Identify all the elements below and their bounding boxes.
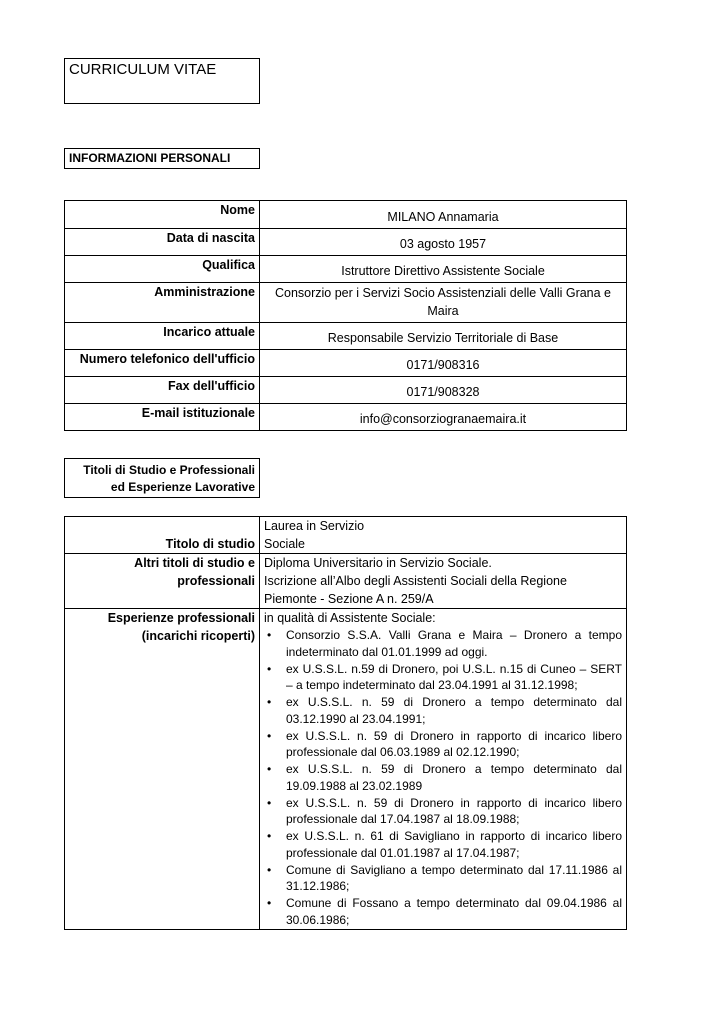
table-row xyxy=(65,256,627,283)
table-row xyxy=(65,350,627,377)
label-amministrazione: Amministrazione xyxy=(65,283,260,323)
label-nome: Nome xyxy=(65,201,260,229)
value-amministrazione: Consorzio per i Servizi Socio Assistenziali delle Valli Grana e Maira xyxy=(260,283,627,323)
document-title: CURRICULUM VITAE xyxy=(64,58,260,104)
label-fax: Fax dell'ufficio xyxy=(65,377,260,404)
value-data-nascita: 03 agosto 1957 xyxy=(260,229,627,256)
table-row xyxy=(65,323,627,350)
titolo-studio-text: Laurea in Servizio Sociale xyxy=(264,519,365,551)
table-row xyxy=(65,404,627,431)
list-item: • ex U.S.S.L. n. 59 di Dronero in rapporto di incarico libero professionale dal 06.03.1989 al 02.12.1990; xyxy=(264,728,622,761)
studies-table xyxy=(64,516,627,930)
value-titolo-studio xyxy=(260,517,627,554)
value-altri-titoli xyxy=(260,554,627,609)
list-item: • ex U.S.S.L. n.59 di Dronero, poi U.S.L. n.15 di Cuneo – SERT – a tempo indeterminato dal 23.04.1991 al 31.12.1998; xyxy=(264,661,622,694)
list-item: • ex U.S.S.L. n. 59 di Dronero a tempo determinato dal 19.09.1988 al 23.02.1989 xyxy=(264,761,622,794)
value-email: info@consorziogranaemaira.it xyxy=(260,404,627,431)
list-item: • ex U.S.S.L. n. 59 di Dronero in rapporto di incarico libero professionale dal 17.04.1987 al 18.09.1988; xyxy=(264,795,622,828)
table-row xyxy=(65,554,627,609)
altri-titoli-line1: Diploma Universitario in Servizio Sociale. xyxy=(264,556,492,570)
table-row xyxy=(65,201,627,229)
list-item: • ex U.S.S.L. n. 61 di Savigliano in rapporto di incarico libero professionale dal 01.01.1987 al 17.04.1987; xyxy=(264,828,622,861)
value-telefono: 0171/908316 xyxy=(260,350,627,377)
list-item: • Consorzio S.S.A. Valli Grana e Maira – Dronero a tempo indeterminato dal 01.01.1999 ad oggi. xyxy=(264,627,622,660)
value-incarico-attuale: Responsabile Servizio Territoriale di Base xyxy=(260,323,627,350)
label-altri-titoli: Altri titoli di studio e professionali xyxy=(65,554,260,609)
label-data-nascita: Data di nascita xyxy=(65,229,260,256)
list-item: • ex U.S.S.L. n. 59 di Dronero a tempo determinato dal 03.12.1990 al 23.04.1991; xyxy=(264,694,622,727)
table-row xyxy=(65,229,627,256)
table-row xyxy=(65,283,627,323)
esperienze-list xyxy=(264,627,622,928)
label-email: E-mail istituzionale xyxy=(65,404,260,431)
table-row xyxy=(65,377,627,404)
value-nome: MILANO Annamaria xyxy=(260,201,627,229)
personal-info-table xyxy=(64,200,627,431)
value-qualifica: Istruttore Direttivo Assistente Sociale xyxy=(260,256,627,283)
value-fax: 0171/908328 xyxy=(260,377,627,404)
label-qualifica: Qualifica xyxy=(65,256,260,283)
label-incarico-attuale: Incarico attuale xyxy=(65,323,260,350)
altri-titoli-line2: Iscrizione all’Albo degli Assistenti Sociali della Regione Piemonte - Sezione A n. 259/A xyxy=(264,574,567,606)
table-row xyxy=(65,517,627,554)
esperienze-intro: in qualità di Assistente Sociale: xyxy=(264,611,436,625)
label-telefono: Numero telefonico dell'ufficio xyxy=(65,350,260,377)
list-item: • Comune di Savigliano a tempo determinato dal 17.11.1986 al 31.12.1986; xyxy=(264,862,622,895)
section-heading-studies: Titoli di Studio e Professionali ed Esperienze Lavorative xyxy=(64,458,260,498)
label-titolo-studio: Titolo di studio xyxy=(65,517,260,554)
section-heading-personal: INFORMAZIONI PERSONALI xyxy=(64,148,260,169)
table-row xyxy=(65,609,627,930)
value-esperienze xyxy=(260,609,627,930)
label-esperienze: Esperienze professionali (incarichi ricoperti) xyxy=(65,609,260,930)
list-item: • Comune di Fossano a tempo determinato dal 09.04.1986 al 30.06.1986; xyxy=(264,895,622,928)
